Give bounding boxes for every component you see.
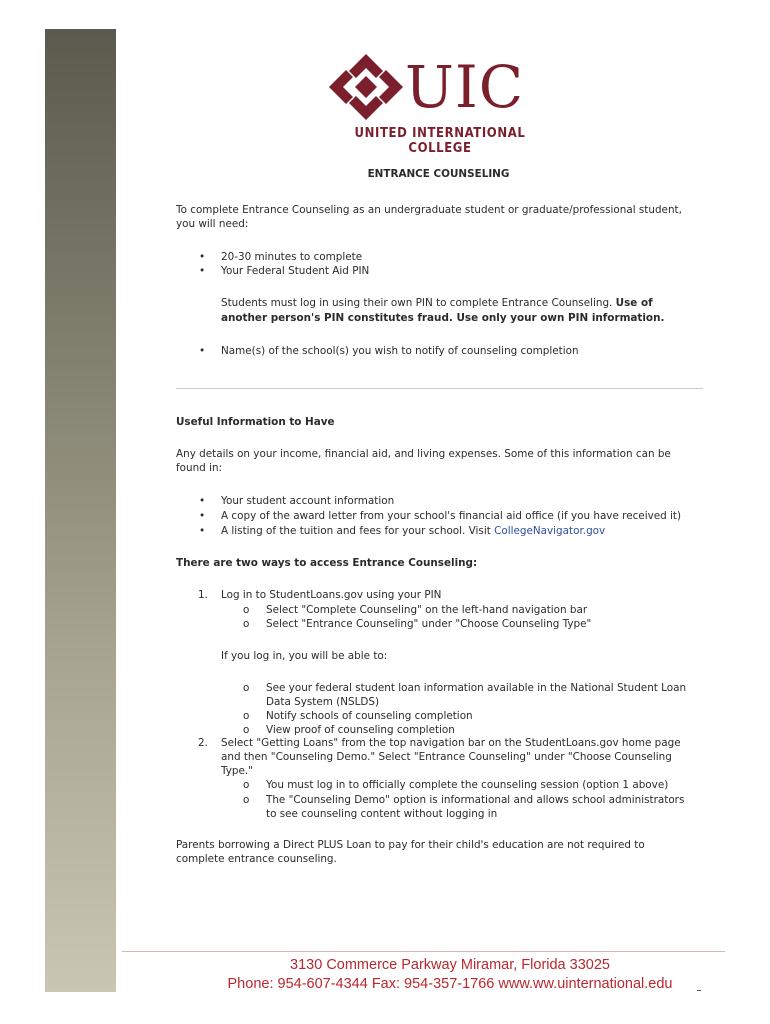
step-1-text: Log in to StudentLoans.gov using your PIN	[221, 589, 442, 601]
ability-item: o Notify schools of counseling completion	[266, 709, 473, 724]
logo-subtitle: UNITED INTERNATIONAL COLLEGE	[354, 126, 526, 156]
step-2-sub-item: o The "Counseling Demo" option is informational and allows school administrators	[266, 793, 684, 808]
footer-divider	[122, 951, 725, 952]
uic-emblem-icon	[325, 52, 407, 122]
list-item-need: • Your Federal Student Aid PIN	[221, 264, 369, 279]
login-intro: If you log in, you will be able to:	[221, 650, 388, 662]
footer-address: 3130 Commerce Parkway Miramar, Florida 33025	[290, 957, 610, 973]
pin-note-warning-line-2: another person's PIN constitutes fraud. Use only your own PIN information.	[221, 312, 665, 324]
intro-line-1: To complete Entrance Counseling as an undergraduate student or graduate/professional student,	[176, 204, 682, 216]
step-2-line-1: Select "Getting Loans" from the top navigation bar on the StudentLoans.gov home page	[221, 737, 681, 749]
parents-note-line-2: complete entrance counseling.	[176, 853, 337, 865]
page-mark	[697, 990, 701, 991]
list-item-useful: • Your student account information	[221, 494, 394, 509]
ability-item-continued: Data System (NSLDS)	[266, 696, 380, 708]
step-2-line-3: Type."	[221, 765, 253, 777]
ability-item: o See your federal student loan information available in the National Student Loan	[266, 681, 686, 696]
list-item-need: • Name(s) of the school(s) you wish to notify of counseling completion	[221, 344, 579, 359]
logo-wordmark: UIC	[405, 53, 525, 121]
list-item-useful	[221, 524, 605, 539]
list-item-useful: • A copy of the award letter from your school's financial aid office (if you have received it)	[221, 509, 681, 524]
useful-info-line-2: found in:	[176, 462, 223, 474]
useful-info-heading: Useful Information to Have	[176, 416, 335, 428]
step-1-sub-item: o Select "Complete Counseling" on the left-hand navigation bar	[266, 603, 587, 618]
section-divider	[176, 388, 703, 389]
list-item-need: • 20-30 minutes to complete	[221, 250, 362, 265]
intro-line-2: you will need:	[176, 218, 249, 230]
uic-logo	[325, 52, 555, 156]
pin-note-line-1	[221, 296, 653, 311]
page-title: ENTRANCE COUNSELING	[367, 168, 510, 180]
step-number: 2.	[198, 737, 208, 749]
useful-info-line-1: Any details on your income, financial aid, and living expenses. Some of this information can be	[176, 448, 671, 460]
pin-note-text: Students must log in using their own PIN to complete Entrance Counseling.	[221, 297, 616, 309]
footer-contact: Phone: 954-607-4344 Fax: 954-357-1766 www.ww.uinternational.edu	[227, 976, 673, 992]
ability-item: o View proof of counseling completion	[266, 723, 455, 738]
step-2-sub-item: o You must log in to officially complete the counseling session (option 1 above)	[266, 778, 668, 793]
parents-note-line-1: Parents borrowing a Direct PLUS Loan to pay for their child's education are not required to	[176, 839, 645, 851]
ways-heading: There are two ways to access Entrance Counseling:	[176, 557, 478, 569]
list-item-useful-text: A listing of the tuition and fees for your school. Visit	[221, 525, 495, 537]
step-1-sub-item: o Select "Entrance Counseling" under "Choose Counseling Type"	[266, 617, 591, 632]
step-2-line-2: and then "Counseling Demo." Select "Entrance Counseling" under "Choose Counseling	[221, 751, 672, 763]
college-navigator-link[interactable]: CollegeNavigator.gov	[494, 525, 606, 537]
pin-note-warning: Use of	[615, 297, 653, 309]
step-number: 1.	[198, 589, 208, 601]
step-2-sub-item-continued: to see counseling content without logging in	[266, 808, 498, 820]
